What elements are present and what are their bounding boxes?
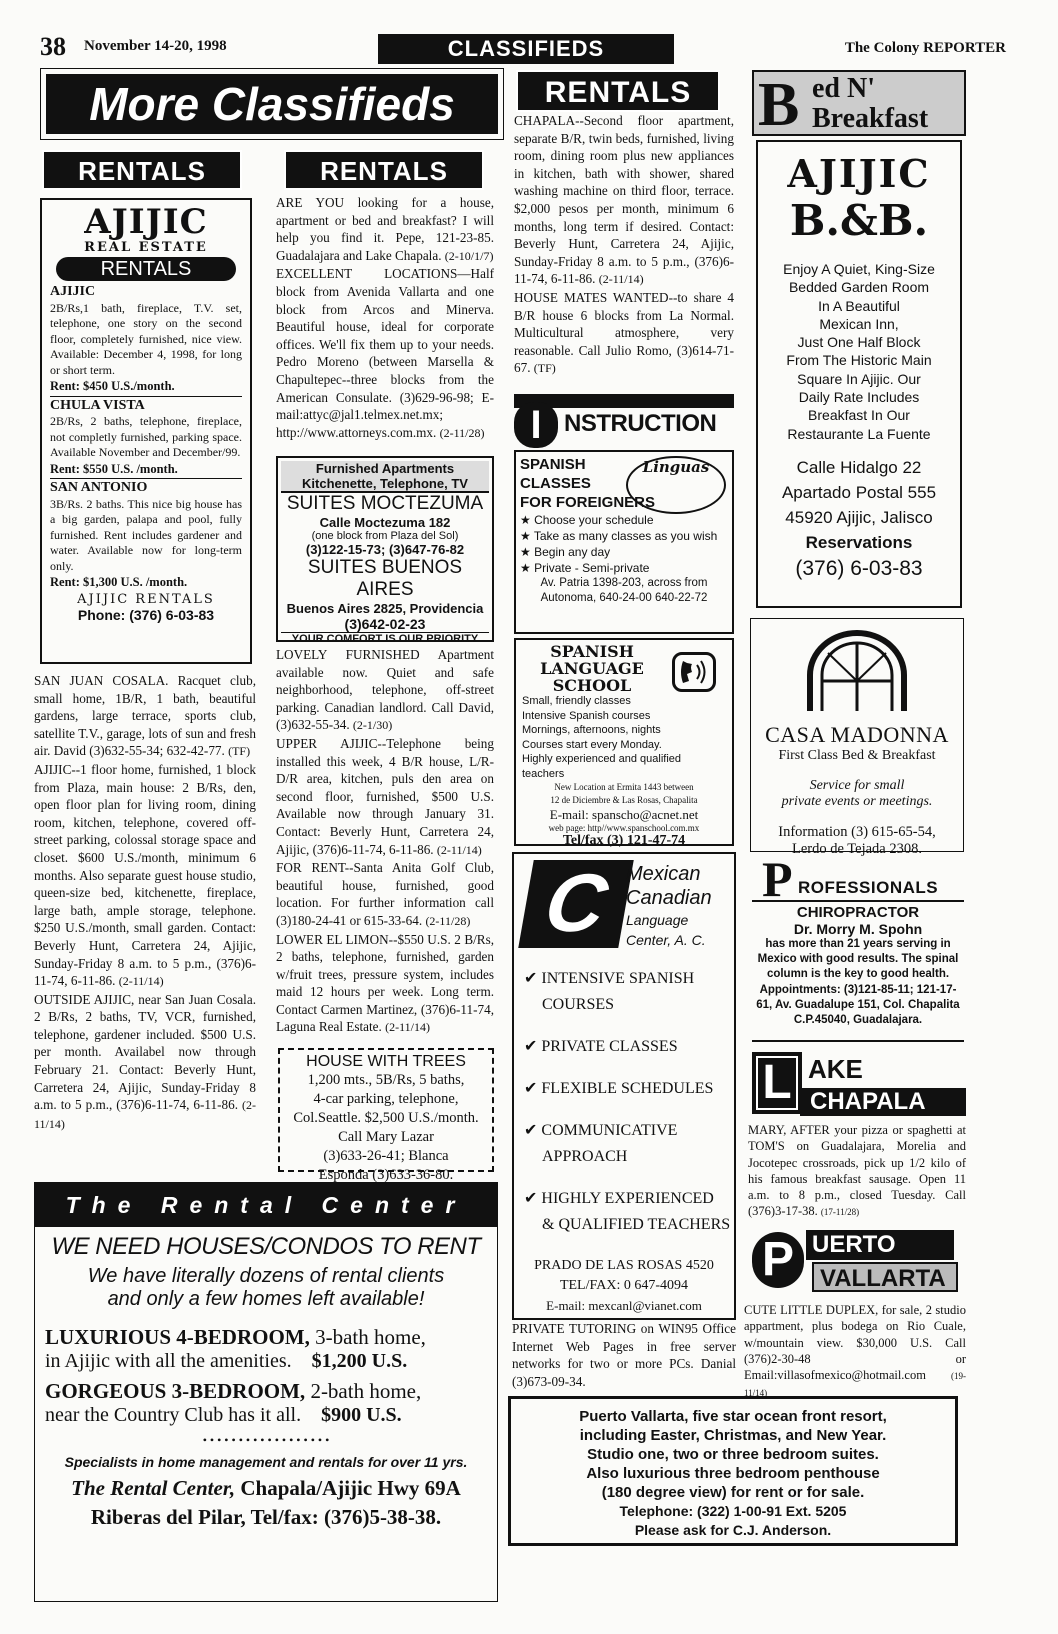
- pv-resort-contact: Please ask for C.J. Anderson.: [634, 1522, 832, 1538]
- col3-ads-top: [514, 112, 734, 378]
- rentals-banner-col3: RENTALS: [518, 72, 718, 110]
- sls-location: New Location at Ermita 1443 between: [554, 782, 694, 792]
- listing-body: 2B/Rs,1 bath, fireplace, T.V. set, telephone, one story on the second floor, completely furnished, nice view. Available: December 4, 1998, for long or short term.: [50, 300, 242, 377]
- sls-title: SPANISH: [550, 642, 634, 661]
- casa-madonna-service: Service for small: [809, 778, 905, 793]
- classified-ad: FOR RENT--Santa Anita Golf Club, beautiful house, furnished, good location. For further information call (3)180-24-41 or 615-33-64. (2-11/28): [276, 860, 494, 928]
- sls-title: LANGUAGE: [540, 659, 644, 678]
- chiropractor-ad: [752, 904, 964, 1042]
- ajijic-rentals-phone: Phone: (376) 6-03-83: [77, 607, 215, 624]
- listing-rent: Rent: $1,300 U.S. /month.: [50, 575, 188, 590]
- trees-line: Call Mary Lazar: [338, 1129, 434, 1145]
- suites-phone: (3)642-02-23: [344, 616, 426, 632]
- ajbb-line: Square In Ajijic. Our: [797, 370, 921, 387]
- suites-address: (one block from Plaza del Sol): [311, 530, 459, 542]
- sp-bullet: ★ Begin any day: [520, 545, 611, 559]
- ajijic-rentals-box: [40, 198, 252, 664]
- pv-resort-phone: Telephone: (322) 1-00-91 Ext. 5205: [619, 1503, 847, 1519]
- classified-ad: CHAPALA--Second floor apartment, separate B/R, twin beds, furnished, living room, dining room plus new appliances in kitchen, bath with shower, shared washing machine on third floor, terrace. $2,000 pesos per month, minimum 6 months, long term if desired. Contact: Beverly Hunt, Carretera 24, Ajijic, Sunday-Friday 8 a.m. to 5 p.m., (376)6-11-74, 6-11-86. (2-11/14): [514, 113, 734, 287]
- puerto-vallarta-ad: [744, 1302, 966, 1402]
- col1-ads: [34, 672, 256, 1133]
- sls-location: 12 de Diciembre & Las Rosas, Chapalita: [550, 795, 698, 805]
- ajbb-line: Just One Half Block: [797, 334, 921, 351]
- casa-madonna-sub: First Class Bed & Breakfast: [778, 748, 936, 763]
- professionals-header: [752, 851, 964, 907]
- suites-ad: [276, 456, 494, 645]
- ajijic-pill: RENTALS: [56, 257, 236, 281]
- mc-feature: APPROACH: [542, 1148, 628, 1165]
- rental-item: GORGEOUS 3-BEDROOM, 2-bath home,: [45, 1379, 422, 1403]
- sls-bullet: Highly experienced and qualified teachers: [522, 753, 681, 780]
- ajijic-sub: REAL ESTATE: [84, 240, 208, 255]
- listing-body: 3B/Rs. 2 baths. This nice big house has a big garden, palapa and pool, fully furnished. Rent includes gardener and water. Available now for long-term only.: [50, 496, 242, 573]
- sp-bullet: ★ Private - Semi-private: [520, 561, 650, 575]
- professionals-label: ROFESSIONALS: [798, 878, 939, 897]
- lake-initial: L: [752, 1052, 802, 1114]
- pv-resort-line: Studio one, two or three bedroom suites.: [587, 1446, 879, 1463]
- mc-feature: COURSES: [542, 996, 615, 1013]
- mc-feature: ✔ PRIVATE CLASSES: [524, 1038, 678, 1055]
- listing-title: SAN ANTONIO: [50, 480, 148, 496]
- check-icon: ✔: [524, 1080, 542, 1097]
- ajijic-logo: AJIJIC: [84, 202, 208, 242]
- instruction-initial: I: [514, 402, 558, 448]
- instruction-header: [514, 394, 734, 446]
- casa-madonna-info: Information (3) 615-65-54,: [778, 824, 936, 840]
- ajbb-address: 45920 Ajijic, Jalisco: [785, 507, 933, 527]
- mc-name: Mexican Canadian Language Center, A. C.: [626, 863, 712, 948]
- mc-feature: ✔ FLEXIBLE SCHEDULES: [524, 1080, 714, 1097]
- col3-ads-bottom: [512, 1320, 736, 1390]
- pv-resort-line: Puerto Vallarta, five star ocean front resort,: [579, 1408, 887, 1425]
- bnb-initial: B: [758, 71, 800, 139]
- puerto-vallarta-resort-ad: [508, 1396, 958, 1546]
- bed-n-breakfast-header: [752, 70, 966, 139]
- pv-resort-line: including Easter, Christmas, and New Year.: [579, 1427, 887, 1444]
- suites-heading: Kitchenette, Telephone, TV: [281, 476, 489, 493]
- mc-feature: ✔ HIGHLY EXPERIENCED: [524, 1190, 714, 1207]
- suites-heading: Furnished Apartments: [281, 461, 489, 476]
- sp-title: FOR FOREIGNERS: [520, 494, 656, 511]
- sls-bullet: Small, friendly classes: [522, 695, 631, 707]
- classified-ad: HOUSE MATES WANTED--to share 4 B/R house 6 blocks from La Normal. Multicultural atmosphere, very reasonable. Call Julio Romo, (3)614-71-67. (TF): [514, 289, 734, 376]
- linguas-logo: Linguas: [626, 456, 726, 514]
- classified-ad: CUTE LITTLE DUPLEX, for sale, 2 studio appartment, plus bodega on Rio Cuale, w/mountain view. $30,000 U.S. Call (376)2-30-48 or Email:villasofmexico@hotmail.com (19-11/14): [744, 1303, 966, 1399]
- ajbb-logo: B.&B.: [789, 196, 929, 245]
- puerto-vallarta-header: [748, 1226, 964, 1296]
- check-icon: ✔: [524, 1038, 542, 1055]
- ajbb-address: Calle Hidalgo 22: [796, 457, 922, 477]
- sp-bullet: ★ Choose your schedule: [520, 513, 654, 527]
- classified-ad: EXCELLENT LOCATIONS—Half block from Avenida Vallarta and one block from Arcos and Minerva. Beautiful house, ideal for corporate offices. We'll fix them up to your needs. Pedro Moreno (between Marsella & Chapultepec--three blocks from the American Consulate. (3)629-96-98; E-mail:attyc@jal1.telmex.net.mx; http://www.attorneys.com.mx. (2-11/28): [276, 266, 494, 440]
- ajijic-bnb-ad: [756, 140, 962, 608]
- suites-phone: (3)122-15-73; (3)647-76-82: [305, 542, 465, 557]
- ajbb-logo: AJIJIC: [787, 151, 931, 196]
- casa-madonna-ad: [750, 618, 964, 857]
- rental-center-sub: We have literally dozens of rental clients: [87, 1265, 445, 1287]
- bnb-label: ed N': [812, 73, 875, 104]
- suites-tagline: YOUR COMFORT IS OUR PRIORITY: [281, 632, 489, 645]
- instruction-label: NSTRUCTION: [564, 410, 717, 437]
- ajbb-line: Daily Rate Includes: [798, 389, 920, 406]
- rental-center-ad: [34, 1182, 498, 1602]
- lake-chapala-ad: [748, 1122, 966, 1221]
- pv-label: UERTO: [806, 1230, 954, 1260]
- classified-ad: LOWER EL LIMON--$550 U.S. 2 B/Rs, 2 baths, telephone, furnished, garden w/fruit trees, pressure system, includes maid 12 hours per week. Long term. Contact Carmen Martinez, (376)6-11-74, Laguna Real Estate. (2-11/14): [276, 931, 494, 1035]
- pv-resort-line: Also luxurious three bedroom penthouse: [586, 1465, 880, 1482]
- classified-ad: ARE YOU looking for a house, apartment or bed and breakfast? I will help you find it. Pepe, 121-23-85. Guadalajara and Lake Chapala. (2-10/1/7): [276, 195, 494, 263]
- rental-center-headline: WE NEED HOUSES/CONDOS TO RENT: [51, 1233, 481, 1260]
- classified-ad: SAN JUAN COSALA. Racquet club, small home, 1B/R, 1 bath, beautiful gardens, large terrace, sports club, satellite T.V., garage, lots of sun and fresh air. David (3)632-55-34; 632-42-77. (TF): [34, 673, 256, 759]
- check-icon: ✔: [524, 970, 542, 987]
- page-number: 38: [40, 32, 66, 61]
- rental-center-sub: and only a few homes left available!: [107, 1288, 425, 1310]
- col2-ads-bottom: [276, 646, 494, 1037]
- rental-center-title: The Rental Center: [35, 1183, 497, 1227]
- house-with-trees-ad: [278, 1048, 494, 1183]
- mc-feature: ✔ INTENSIVE SPANISH: [524, 970, 695, 987]
- sls-title: SCHOOL: [552, 676, 632, 695]
- chiro-body: has more than 21 years serving in Mexico with good results. The spinal column is the key to good health. Appointments: (3)121-85-11; 121-17-61, Av. Guadalupe 151, Col. Chapalita C.P.45040, Guadalajara.: [756, 938, 960, 1027]
- lake-chapala-header: [752, 1052, 966, 1116]
- trees-line: (3)633-26-41; Blanca: [323, 1148, 449, 1164]
- sls-bullet: Courses start every Monday.: [522, 738, 662, 751]
- classified-ad: AJIJIC--1 floor home, furnished, 1 block from Plaza, main house: 2 B/Rs, den, open floor plan for living room, dining room, kitchen, telephone, covered off-street parking, colossal storage space and closet. $600 U.S./month, minimum 6 months. Also separate guest house studio, queen-size bed, kitchenette, fireplace, large bath, ample storage, telephone. $250 U.S./month, small garden. Contact: Beverly Hunt, Carretera 24, Ajijic, Sunday-Friday 8 a.m. to 5 p.m., (376)6-11-74, 6-11-86. (2-11/14): [34, 761, 256, 989]
- trees-line: Col.Seattle. $2,500 U.S./month.: [293, 1110, 479, 1126]
- sls-bullet: Mornings, afternoons, nights: [522, 724, 661, 736]
- chiro-title: CHIROPRACTOR: [796, 904, 920, 921]
- pv-label: VALLARTA: [812, 1262, 958, 1292]
- trees-line: 4-car parking, telephone,: [313, 1091, 459, 1107]
- ajbb-line: Restaurante La Fuente: [787, 425, 931, 442]
- classified-ad: LOVELY FURNISHED Apartment available now. Quiet and safe neighborhood, telephone, off-street parking. Canadian landlord. Call David, (3)632-55-34. (2-1/30): [276, 647, 494, 733]
- suites-name: SUITES BUENOS AIRES: [307, 557, 463, 600]
- classified-ad: OUTSIDE AJIJIC, near San Juan Cosala. 2 B/Rs, 2 baths, TV, VCR, furnished, telephone, gardener included. $500 U.S. per month. Availabel now through February 21. Contact: Beverly Hunt, Carretera 24, Ajijic, Sunday-Friday 8 a.m. to 5 p.m., (376)6-11-74, 6-11-86. (2-11/14): [34, 991, 257, 1131]
- rental-center-specialists: Specialists in home management and rentals for over 11 yrs.: [64, 1454, 468, 1470]
- listing-title: AJIJIC: [50, 284, 96, 299]
- ajbb-line: In A Beautiful: [818, 297, 900, 314]
- classified-ad: MARY, AFTER your pizza or spaghetti at TOM'S on Guadalajara, Morelia and Jocotepec crossroads, pick up 1/2 kilo of his famous breakfast sausage. Open 11 a.m. to 8 p.m., closed Tuesday. Call (376)3-17-38. (17-11/28): [748, 1123, 966, 1219]
- col2-ads-top: [276, 194, 494, 442]
- casa-madonna-info: Lerdo de Tejada 2308.: [792, 841, 922, 857]
- pv-resort-line: (180 degree view) for rent or for sale.: [601, 1484, 865, 1501]
- check-icon: ✔: [524, 1190, 542, 1207]
- bnb-label: Breakfast: [812, 103, 929, 134]
- ajbb-line: Mexican Inn,: [819, 315, 899, 332]
- rental-center-address: The Rental Center, Chapala/Ajijic Hwy 69A: [71, 1476, 461, 1500]
- trees-title: HOUSE WITH TREES: [306, 1053, 466, 1070]
- classified-ad: PRIVATE TUTORING on WIN95 Office Internet Web Pages in free server networks for two or more PCs. Danial (3)673-09-34.: [512, 1321, 736, 1389]
- rental-item: near the Country Club has it all. $900 U.S.: [45, 1404, 402, 1426]
- sls-web: web page: http//www.spanschool.com.mx: [548, 823, 700, 833]
- classified-ad: UPPER AJIJIC--Telephone being installed this week, 4 B/R house, L/R-D/R area, kitchen, puls den area on second floor, furnished, $500 U.S. Available now through January 31. Contact: Beverly Hunt, Carretera 24, Ajijic, (376)6-11-74, 6-11-86. (2-11/14): [276, 735, 494, 857]
- sp-title: CLASSES: [520, 475, 591, 492]
- mc-feature: & QUALIFIED TEACHERS: [542, 1216, 731, 1233]
- rentals-banner-col2: RENTALS: [286, 152, 482, 188]
- sp-bullet: ★ Take as many classes as you wish: [520, 529, 718, 543]
- mc-feature: ✔ COMMUNICATIVE: [524, 1122, 678, 1139]
- ajijic-rentals-footer: AJIJIC RENTALS: [77, 592, 215, 608]
- arch-window-icon: [802, 629, 912, 713]
- suites-address: Buenos Aires 2825, Providencia: [286, 601, 484, 616]
- rental-item: in Ajijic with all the amenities. $1,200 U.S.: [45, 1350, 408, 1372]
- listing-title: CHULA VISTA: [50, 397, 145, 413]
- listing-body: 2B/Rs, 2 baths, telephone, fireplace, not completly furnished, parking space. Available November and December/99.: [50, 414, 242, 460]
- check-icon: ✔: [524, 1122, 542, 1139]
- more-classifieds-frame: [40, 68, 504, 140]
- ajbb-phone: (376) 6-03-83: [795, 556, 923, 580]
- ajbb-line: From The Historic Main: [786, 352, 932, 369]
- issue-date: November 14-20, 1998: [84, 38, 227, 54]
- lake-label: CHAPALA: [800, 1088, 966, 1116]
- rentals-banner-col1: RENTALS: [44, 152, 240, 188]
- sls-phone: Tel/fax (3) 121-47-74: [562, 833, 686, 848]
- listing-rent: Rent: $550 U.S. /month.: [50, 461, 242, 480]
- ajbb-reservations: Reservations: [805, 532, 913, 552]
- sp-address: Av. Patria 1398-203, across from: [540, 577, 708, 589]
- mc-logo: C: [518, 860, 634, 948]
- ajbb-line: Bedded Garden Room: [788, 279, 930, 296]
- paper-name: The Colony REPORTER: [844, 40, 1006, 56]
- sls-email: E-mail: spanscho@acnet.net: [549, 807, 699, 822]
- mc-features: [524, 966, 730, 1238]
- sp-address: Autonoma, 640-24-00 640-22-72: [540, 592, 708, 604]
- suites-name: SUITES MOCTEZUMA: [286, 493, 484, 514]
- section-title: CLASSIFIEDS: [378, 34, 674, 64]
- spanish-classes-ad: [514, 450, 734, 634]
- trees-line: 1,200 mts., 5B/Rs, 5 baths,: [307, 1072, 465, 1088]
- rental-item: LUXURIOUS 4-BEDROOM, 3-bath home,: [45, 1325, 426, 1349]
- listing-rent: Rent: $450 U.S./month.: [50, 378, 242, 397]
- casa-madonna-service: private events or meetings.: [781, 794, 933, 809]
- mexican-canadian-ad: [512, 852, 736, 1320]
- trees-line: Esponda (3)633-36-80.: [318, 1167, 454, 1183]
- casa-madonna-name: CASA MADONNA: [765, 722, 949, 747]
- ajbb-line: Breakfast In Our: [808, 407, 910, 424]
- rental-center-address: Riberas del Pilar, Tel/fax: (376)5-38-38.: [90, 1505, 442, 1529]
- suites-address: Calle Moctezuma 182: [319, 515, 451, 530]
- chiro-name: Dr. Morry M. Spohn: [793, 921, 923, 937]
- pv-initial: P: [752, 1232, 804, 1288]
- more-classifieds-title: More Classifieds: [46, 74, 498, 134]
- lake-label: AKE: [808, 1054, 863, 1084]
- sls-bullet: Intensive Spanish courses: [522, 709, 651, 722]
- ajbb-line: Enjoy A Quiet, King-Size: [783, 261, 935, 277]
- ajbb-address: Apartado Postal 555: [781, 482, 937, 502]
- dot-divider: • • • • • • • • • • • • • • • • • •: [202, 1433, 330, 1447]
- sp-title: SPANISH: [520, 456, 586, 473]
- spanish-language-school-ad: [514, 638, 734, 846]
- phone-icon: [672, 652, 716, 692]
- professionals-initial: P: [762, 851, 793, 907]
- mc-contact: PRADO DE LAS ROSAS 4520 TEL/FAX: 0 647-4094 E-mail: mexcanl@vianet.com: [534, 1258, 714, 1313]
